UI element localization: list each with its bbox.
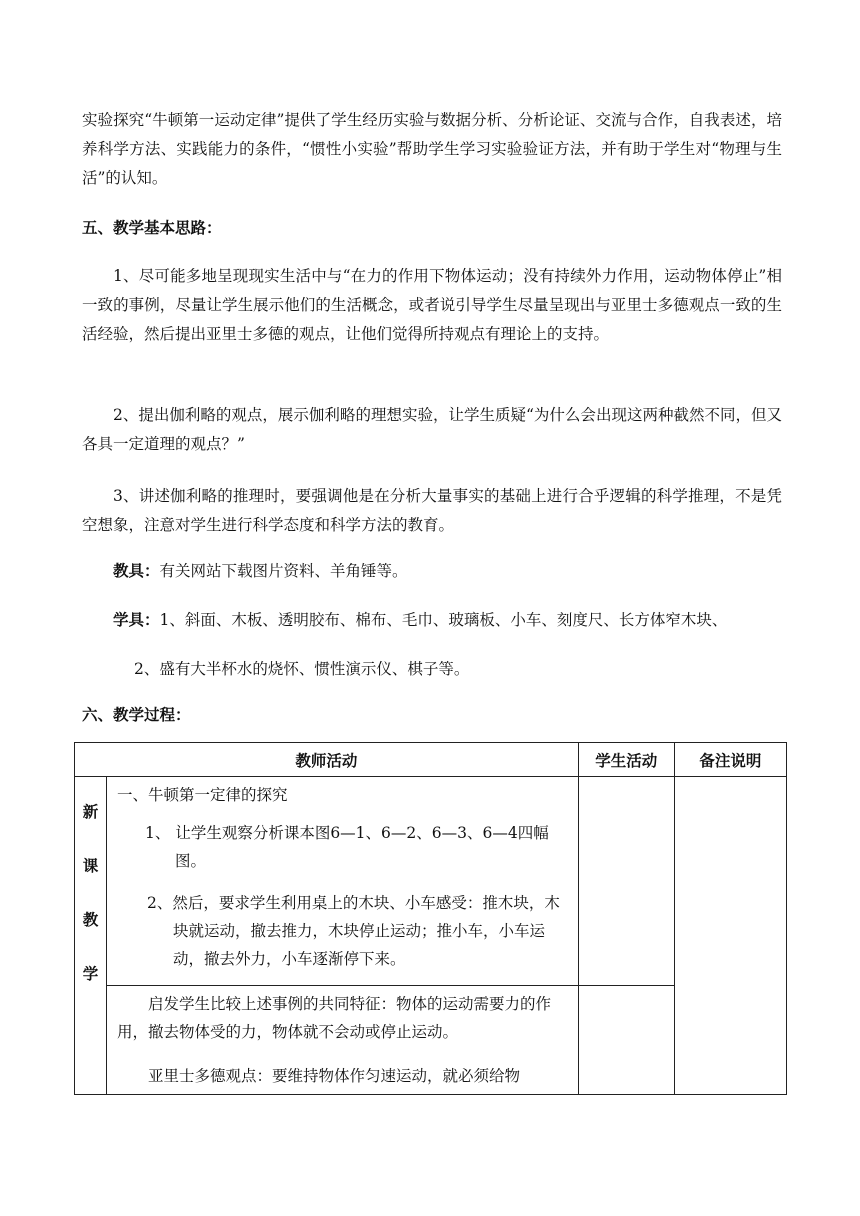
teaching-tools-line (82, 556, 782, 586)
teacher-activity-cell (107, 777, 579, 986)
aristotle-view-paragraph: 亚里士多德观点：要维持物体作匀速运动，就必须给物 (148, 1067, 521, 1085)
section5-heading: 五、教学基本思路： (82, 218, 222, 237)
header-student-activity: 学生活动 (578, 743, 674, 777)
teaching-tools-label: 教具： (113, 561, 160, 580)
teaching-tools-value: 有关网站下载图片资料、羊角锤等。 (159, 562, 408, 580)
learning-tools-line-2: 2、盛有大半杯水的烧怀、惯性演示仪、棋子等。 (134, 660, 470, 678)
side-label-char: 新 (82, 802, 99, 821)
side-label-char: 学 (82, 964, 99, 983)
learning-tools-line (82, 605, 782, 635)
student-activity-cell (578, 777, 674, 986)
teacher-activity-cell-2 (107, 986, 579, 1095)
section6-heading: 六、教学过程： (82, 705, 191, 724)
header-notes: 备注说明 (674, 743, 786, 777)
activity-item-2-text: 2、然后，要求学生利用桌上的木块、小车感受：推木块，木块就运动，撤去推力，木块停止运动；推小车，小车运动，撤去外力，小车逐渐停下来。 (147, 894, 560, 968)
learning-tools-value-1: 1、斜面、木板、透明胶布、棉布、毛巾、玻璃板、小车、刻度尺、长方体窄木块、 (159, 611, 728, 629)
activity-item-1 (117, 819, 570, 875)
student-activity-cell-2 (578, 986, 674, 1095)
learning-tools-label: 学具： (113, 610, 160, 629)
thinking-item-1: 1、尽可能多地呈现现实生活中与“在力的作用下物体运动；没有持续外力作用，运动物体停止”相一致的事例，尽量让学生展示他们的生活概念，或者说引导学生尽量呈现出与亚里士多德观点一致的生活经验，然后提出亚里士多德的观点，让他们觉得所持观点有理论上的支持。 (82, 267, 782, 343)
thinking-item-3: 3、讲述伽利略的推理时，要强调他是在分析大量事实的基础上进行合乎逻辑的科学推理，不是凭空想象，注意对学生进行科学态度和科学方法的教育。 (82, 487, 782, 534)
header-teacher-activity: 教师活动 (75, 743, 579, 777)
side-label-new-lesson (75, 777, 107, 1095)
side-label-char: 课 (82, 856, 99, 875)
intro-paragraph: 实验探究“牛顿第一运动定律”提供了学生经历实验与数据分析、分析论证、交流与合作，自我表述，培养科学方法、实践能力的条件，“惯性小实验”帮助学生学习实验验证方法，并有助于学生对“物理与生活”的认知。 (82, 111, 782, 187)
notes-cell (674, 777, 786, 1095)
lesson-process-table (74, 742, 787, 1095)
newton-law-title: 一、牛顿第一定律的探究 (117, 786, 288, 804)
thinking-item-2: 2、提出伽利略的观点，展示伽利略的理想实验，让学生质疑“为什么会出现这两种截然不同，但又各具一定道理的观点？” (82, 406, 782, 453)
table-row (75, 777, 787, 986)
table-header-row (75, 743, 787, 777)
activity-item-1-text: 1、 让学生观察分析课本图6—1、6—2、6—3、6—4四幅图。 (145, 824, 549, 870)
activity-item-2 (117, 889, 570, 973)
compare-features-paragraph: 启发学生比较上述事例的共同特征：物体的运动需要力的作用，撤去物体受的力，物体就不会动或停止运动。 (117, 995, 552, 1041)
side-label-char: 教 (82, 910, 99, 929)
